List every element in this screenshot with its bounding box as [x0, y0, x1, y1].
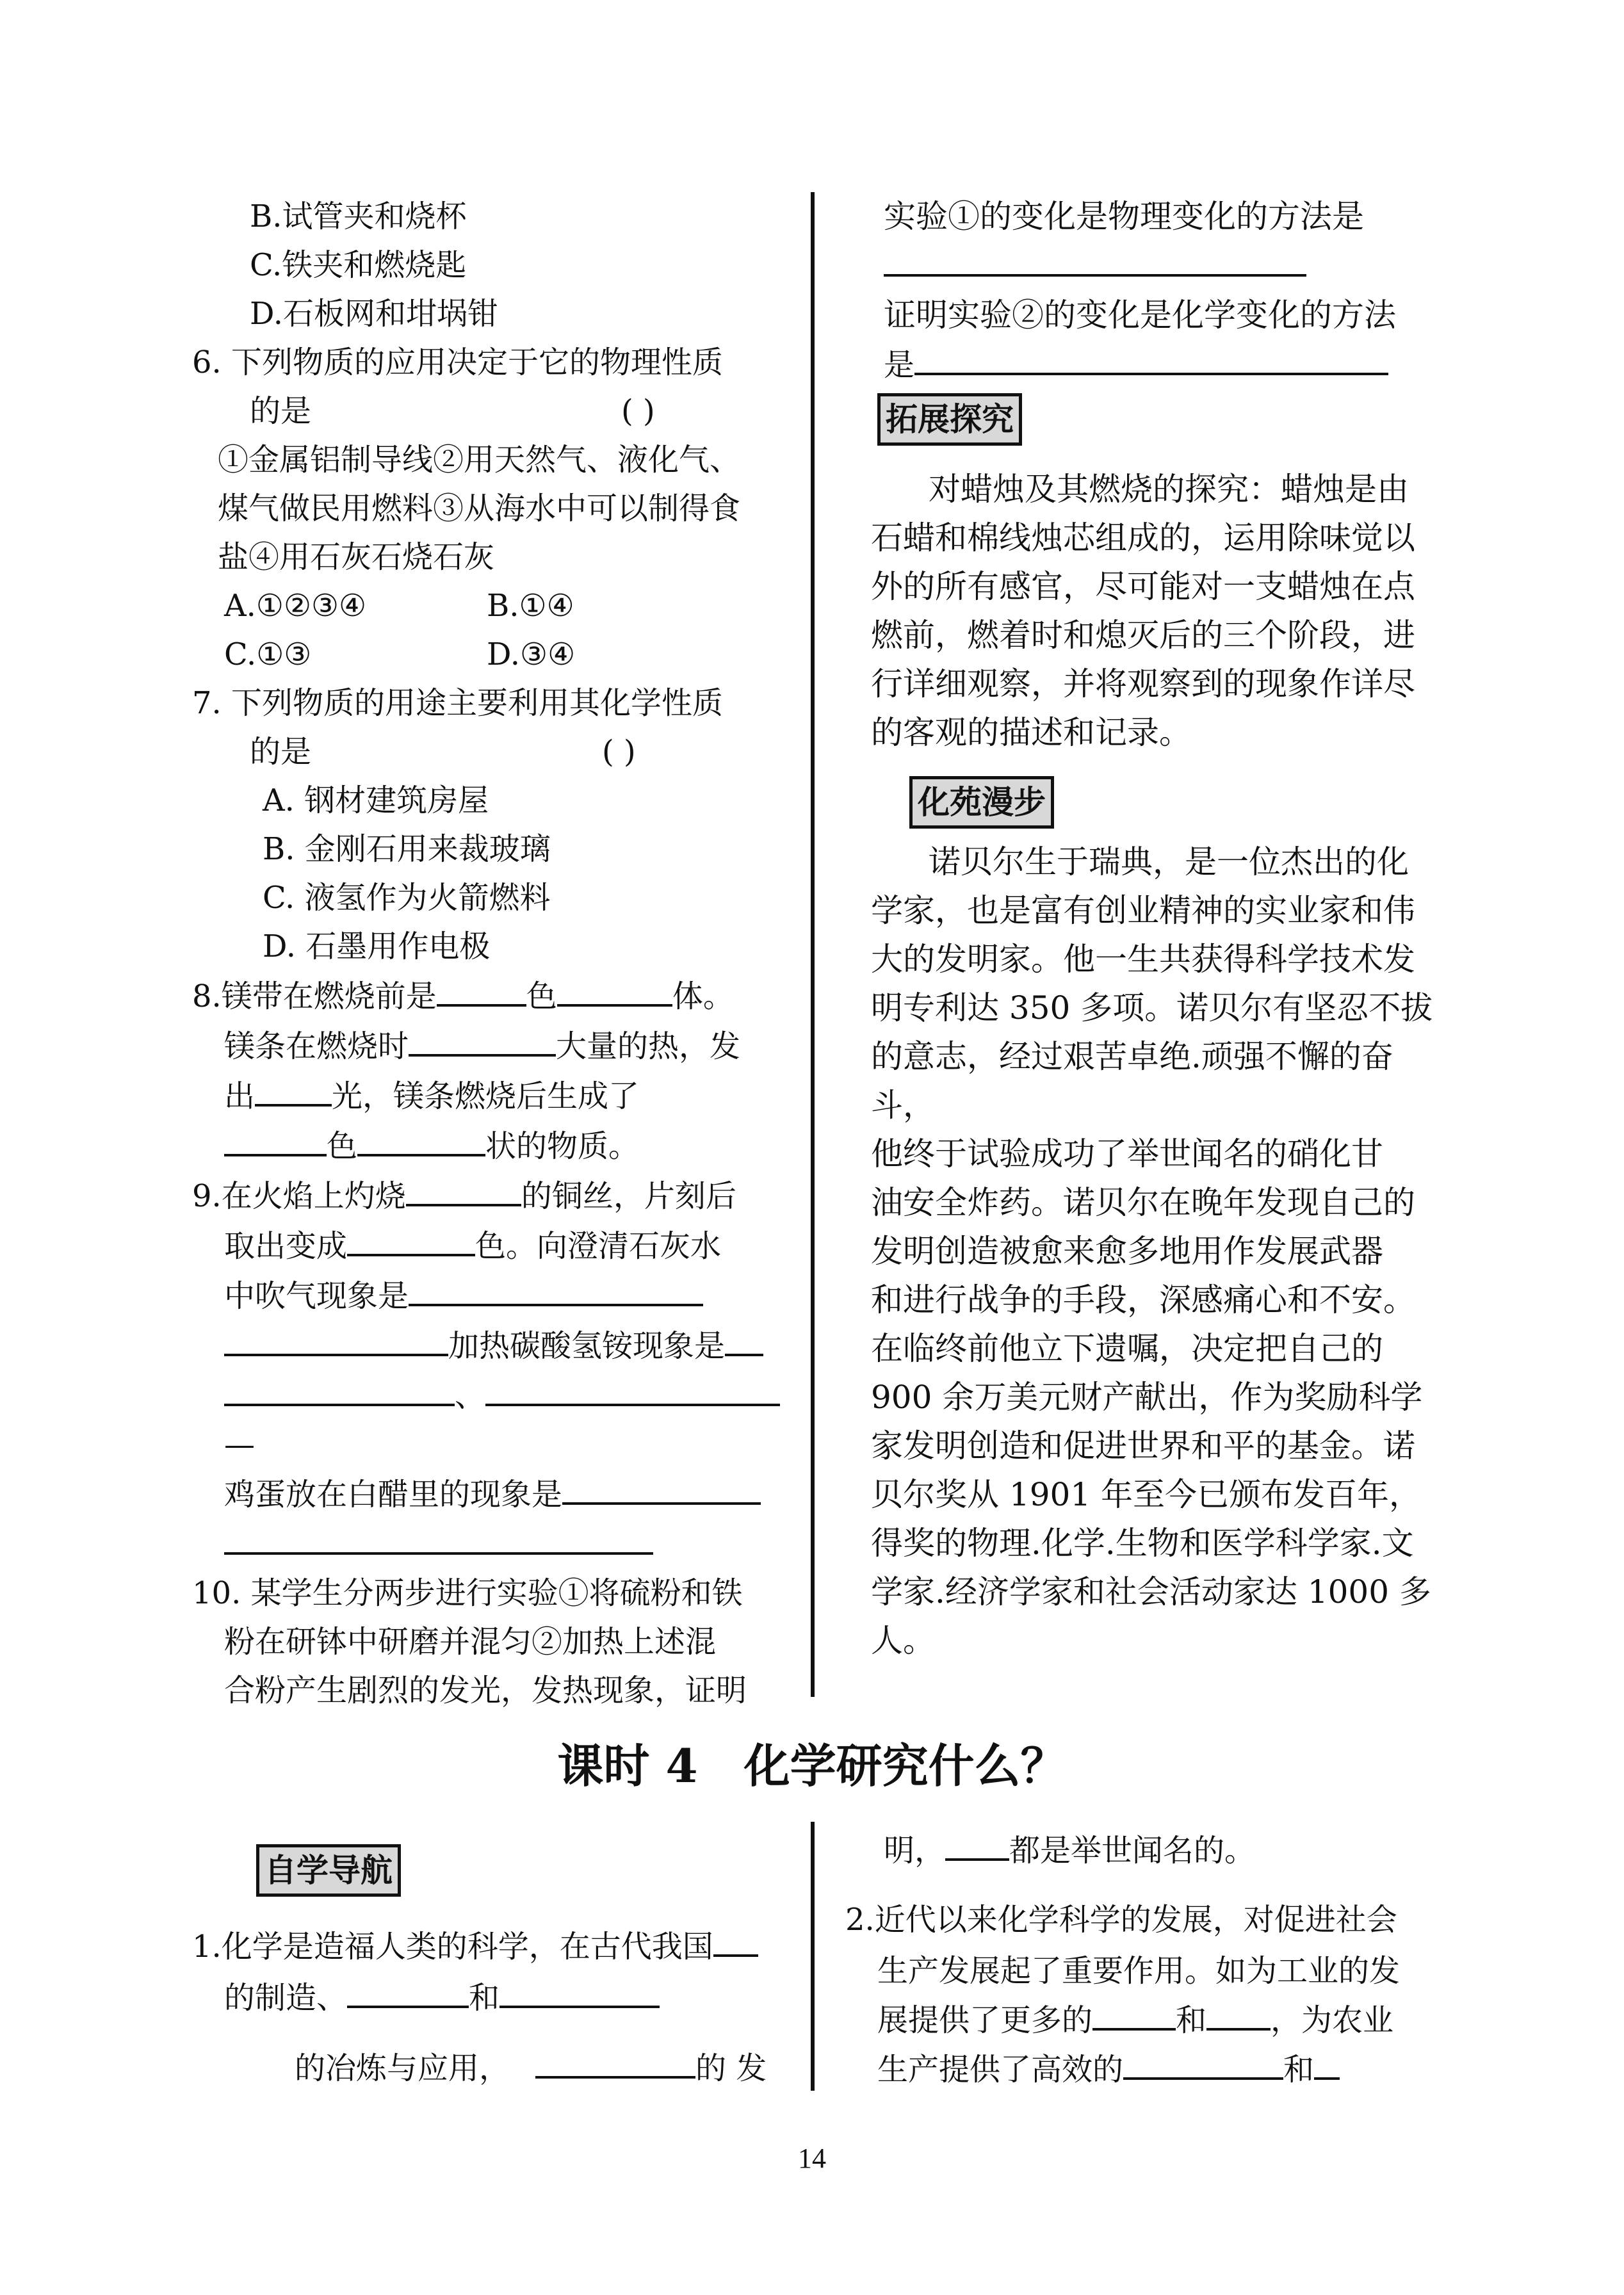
answer-blank[interactable] — [884, 241, 1306, 277]
answer-blank[interactable] — [409, 1021, 556, 1057]
column-divider-bottom — [811, 1822, 815, 2091]
q8-line-1: 8.镁带在燃烧前是 色 体。 — [192, 971, 794, 1021]
bottom-q2-line-2: 生产发展起了重要作用。如为工业的发 — [877, 1953, 1401, 1989]
q7-option-d: D. 石墨用作电极 — [263, 929, 491, 964]
answer-blank[interactable] — [1092, 1995, 1176, 2031]
bottom-q1-line-3: 的冶炼与应用， 的 发 — [295, 2043, 767, 2093]
bottom-q1-line-2: 的制造、 和 — [224, 1972, 660, 2022]
q9-line-2: 取出变成 色。向澄清石灰水 — [192, 1220, 794, 1270]
q10-line-1: 10. 某学生分两步进行实验①将硫粉和铁 — [192, 1575, 743, 1611]
q5-option-b: B.试管夹和烧杯 — [250, 199, 467, 234]
answer-blank[interactable] — [409, 1270, 703, 1306]
answer-blank[interactable] — [562, 1469, 761, 1505]
q9-line-8 — [192, 1519, 794, 1569]
answer-blank[interactable] — [224, 1121, 327, 1156]
q6-options-cd: C.①③ D.③④ — [224, 637, 576, 672]
extension-paragraph: 对蜡烛及其燃烧的探究：蜡烛是由 石蜡和棉线烛芯组成的，运用除味觉以 外的所有感官，尽可能对一支蜡烛在点 燃前，燃着时和熄灭后的三个阶段，进 行详细观察，并将观察到的现象作详尽 的客观的描述和记录。 — [871, 471, 1415, 751]
answer-blank[interactable] — [1206, 1995, 1271, 2031]
q10-continued-2: 证明实验②的变化是化学变化的方法 — [884, 296, 1396, 334]
answer-blank[interactable] — [347, 1220, 475, 1256]
q8-line-3: 出 光，镁条燃烧后生成了 — [192, 1071, 794, 1121]
lesson-title: 课时 4 化学研究什么？ — [557, 1739, 1067, 1793]
answer-paren: ( ) — [602, 734, 636, 770]
reading-paragraph: 诺贝尔生于瑞典，是一位杰出的化 学家，也是富有创业精神的实业家和伟 大的发明家。他一生共获得科学技术发 明专利达 350 多项。诺贝尔有坚忍不拔 的意志，经过艰苦卓绝.顽强不懈的奋斗， 他终于试验成功了举世闻名的硝化甘 油安全炸药。诺贝尔在晚年发现自己的 发明创造被愈来愈多地用作发展武器 和进行战争的手段，深感痛心和不安。 在临终前他立下遗嘱，决定把自己的 900 余万美元财产献出，作为奖励科学 家发明创造和促进世界和平的基金。诺 贝尔奖从 1901 年至今已颁布发百年， 得奖的物理.化学.生物和医学科学家.文 学家.经济学家和社会活动家达 1000 多 人。 — [871, 843, 1433, 1659]
q6-stem-2: 的是 ( ) — [192, 387, 794, 435]
answer-blank[interactable] — [224, 1320, 448, 1356]
section-header-reading: 化苑漫步 — [858, 776, 1447, 829]
bottom-q2-line-4: 生产提供了高效的 和 — [877, 2044, 1340, 2094]
answer-blank[interactable] — [357, 1121, 485, 1156]
column-divider-top — [811, 192, 815, 1697]
q5-option-d: D.石板网和坩埚钳 — [250, 296, 499, 332]
answer-blank[interactable] — [499, 1972, 660, 2008]
q8-line-2: 镁条在燃烧时 大量的热，发 — [192, 1021, 794, 1071]
q10-continued-3: 是 — [858, 339, 1447, 389]
page-number: 14 — [798, 2143, 826, 2174]
answer-blank[interactable] — [535, 2043, 695, 2079]
q6-stem: 6. 下列物质的应用决定于它的物理性质 — [192, 345, 724, 380]
answer-paren: ( ) — [621, 393, 655, 429]
q7-option-b: B. 金刚石用来裁玻璃 — [263, 831, 551, 867]
section-header-self-study: 自学导航 — [256, 1844, 401, 1897]
answer-blank[interactable] — [485, 1370, 780, 1406]
bottom-q2-line-3: 展提供了更多的 和 ，为农业 — [877, 1995, 1393, 2045]
answer-blank[interactable] — [255, 1071, 332, 1107]
section-header-extension: 拓展探究 — [858, 393, 1447, 446]
answer-blank[interactable] — [945, 1825, 1009, 1861]
q7-option-a: A. 钢材建筑房屋 — [263, 783, 489, 818]
answer-blank[interactable] — [1314, 2044, 1340, 2080]
q9-line-5: 、 — [192, 1370, 794, 1420]
right-column — [858, 192, 1447, 1665]
q7-stem: 7. 下列物质的用途主要利用其化学性质 — [192, 685, 724, 721]
q8-line-4: 色 状的物质。 — [192, 1121, 794, 1171]
answer-blank[interactable] — [725, 1320, 763, 1356]
answer-blank[interactable] — [406, 1171, 521, 1206]
answer-blank[interactable] — [914, 339, 1388, 375]
answer-blank[interactable] — [713, 1921, 758, 1957]
q9-line-7: 鸡蛋放在白醋里的现象是 — [192, 1469, 794, 1519]
answer-blank[interactable] — [224, 1370, 455, 1406]
bottom-q1-continued: 明， 都是举世闻名的。 — [884, 1825, 1255, 1875]
q10-line-3: 合粉产生剧烈的发光，发热现象，证明 — [224, 1673, 747, 1708]
q6-options-ab: A.①②③④ B.①④ — [224, 588, 574, 624]
q7-stem-2: 的是 ( ) — [192, 727, 794, 776]
bottom-q1-line-1: 1.化学是造福人类的科学，在古代我国 — [192, 1921, 758, 1971]
q9-line-4: 加热碳酸氢铵现象是 — [192, 1320, 794, 1370]
answer-blank[interactable] — [1123, 2044, 1283, 2080]
q5-option-c: C.铁夹和燃烧匙 — [250, 247, 467, 283]
q9-line-3: 中吹气现象是 — [192, 1270, 794, 1320]
answer-blank[interactable] — [437, 971, 526, 1007]
q10-continued-1: 实验①的变化是物理变化的方法是 — [884, 198, 1364, 235]
q9-line-1: 9.在火焰上灼烧 的铜丝，片刻后 — [192, 1171, 794, 1220]
q6-items-1: ①金属铝制导线②用天然气、液化气、 — [218, 442, 741, 478]
q6-items-3: 盐④用石灰石烧石灰 — [218, 539, 495, 575]
bottom-q2-line-1: 2.近代以来化学科学的发展，对促进社会 — [845, 1902, 1397, 1938]
answer-blank[interactable] — [224, 1519, 653, 1555]
q9-line-6: — — [224, 1427, 255, 1463]
answer-blank[interactable] — [347, 1972, 469, 2008]
q10-line-2: 粉在研钵中研磨并混匀②加热上述混 — [224, 1624, 717, 1660]
q10-blank-line — [858, 241, 1447, 291]
left-column — [192, 192, 794, 1715]
answer-blank[interactable] — [557, 971, 672, 1007]
q6-items-2: 煤气做民用燃料③从海水中可以制得食 — [218, 491, 741, 526]
q7-option-c: C. 液氢作为火箭燃料 — [263, 880, 551, 916]
